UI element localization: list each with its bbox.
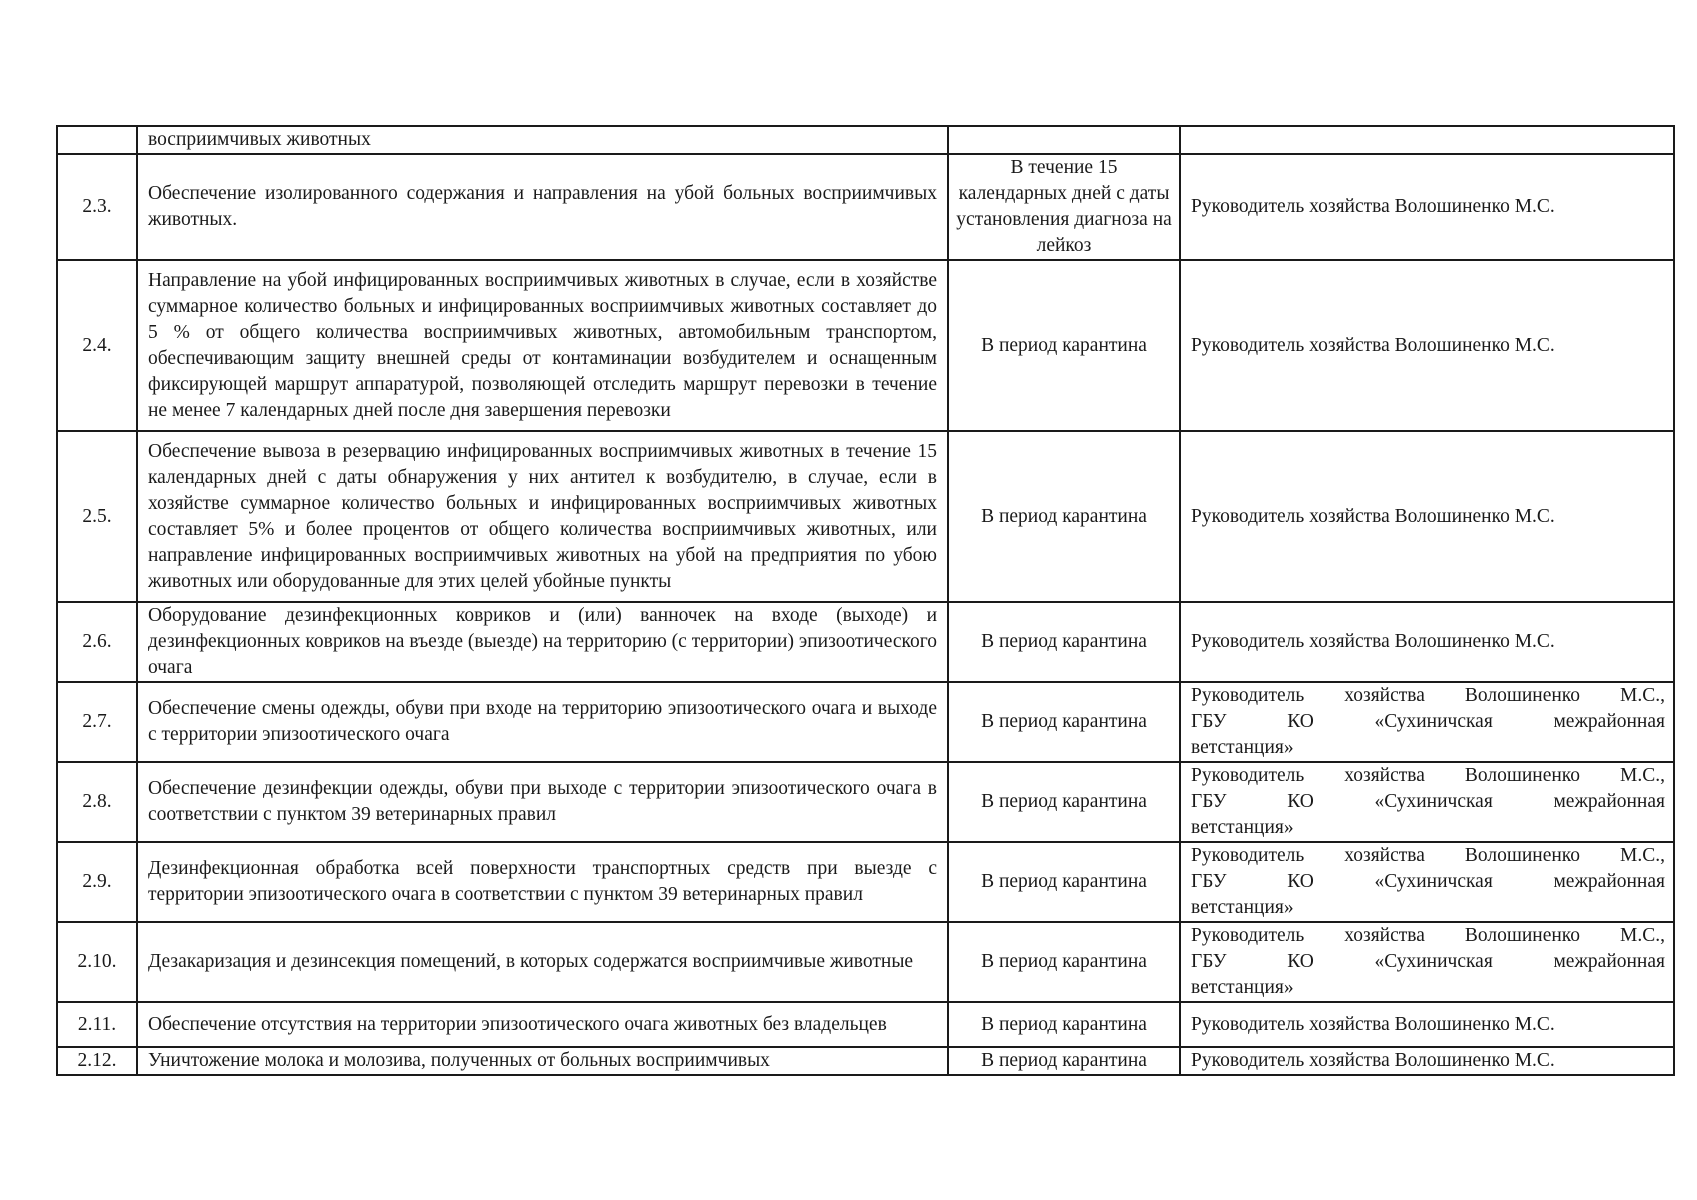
table-row (57, 762, 1674, 842)
measure-description: Дезинфекционная обработка всей поверхности транспортных средств при выезде с территории эпизоотического очага в соответствии с пунктом 39 ветеринарных правил (137, 842, 948, 922)
measure-term: В период карантина (948, 842, 1180, 922)
table-row (57, 260, 1674, 431)
measure-term (948, 126, 1180, 154)
measure-term: В период карантина (948, 260, 1180, 431)
responsible-party (1180, 922, 1674, 1002)
measure-term: В период карантина (948, 682, 1180, 762)
table-row (57, 126, 1674, 154)
measure-description: Обеспечение отсутствия на территории эпизоотического очага животных без владельцев (137, 1002, 948, 1047)
responsible-party (1180, 842, 1674, 922)
responsible-line: Руководитель хозяйства Волошиненко М.С. (1191, 334, 1555, 356)
measure-term: В период карантина (948, 762, 1180, 842)
responsible-line: Руководитель хозяйства Волошиненко М.С., (1191, 685, 1665, 706)
responsible-line: Руководитель хозяйства Волошиненко М.С. (1191, 505, 1555, 527)
measure-description: Уничтожение молока и молозива, полученных от больных восприимчивых (137, 1047, 948, 1075)
row-number (57, 126, 137, 154)
measures-table-body (57, 126, 1674, 1075)
responsible-party (1180, 154, 1674, 260)
measure-description: Обеспечение изолированного содержания и направления на убой больных восприимчивых животных. (137, 154, 948, 260)
row-number: 2.5. (57, 431, 137, 602)
measure-description: Оборудование дезинфекционных ковриков и (или) ванночек на входе (выходе) и дезинфекционных ковриков на въезде (выезде) на территорию (с территории) эпизоотического очага (137, 602, 948, 682)
responsible-party (1180, 602, 1674, 682)
measure-term: В период карантина (948, 922, 1180, 1002)
responsible-line: ветстанция» (1191, 737, 1294, 758)
table-row (57, 1047, 1674, 1075)
row-number: 2.8. (57, 762, 137, 842)
row-number: 2.9. (57, 842, 137, 922)
responsible-party (1180, 1002, 1674, 1047)
responsible-line: ГБУ КО «Сухиничская межрайонная (1191, 871, 1665, 892)
responsible-line: ветстанция» (1191, 897, 1294, 918)
responsible-line: Руководитель хозяйства Волошиненко М.С. (1191, 1013, 1555, 1035)
row-number: 2.4. (57, 260, 137, 431)
measure-term: В период карантина (948, 1002, 1180, 1047)
responsible-party (1180, 126, 1674, 154)
row-number: 2.10. (57, 922, 137, 1002)
responsible-line: ветстанция» (1191, 817, 1294, 838)
table-row (57, 602, 1674, 682)
table-row (57, 431, 1674, 602)
table-row (57, 1002, 1674, 1047)
measure-description: Дезакаризация и дезинсекция помещений, в которых содержатся восприимчивые животные (137, 922, 948, 1002)
measure-description: Обеспечение вывоза в резервацию инфицированных восприимчивых животных в течение 15 календарных дней с даты обнаружения у них антител к возбудителю, в случае, если в хозяйстве суммарное количество больных и инфицированных восприимчивых животных составляет 5% и более процентов от общего количества восприимчивых животных, или направление инфицированных восприимчивых животных на убой на предприятия по убою животных или оборудованные для этих целей убойные пункты (137, 431, 948, 602)
responsible-line: ГБУ КО «Сухиничская межрайонная (1191, 951, 1665, 972)
responsible-line: ГБУ КО «Сухиничская межрайонная (1191, 791, 1665, 812)
responsible-line: Руководитель хозяйства Волошиненко М.С. (1191, 631, 1555, 652)
row-number: 2.12. (57, 1047, 137, 1075)
measures-table (56, 125, 1675, 1076)
responsible-line: ГБУ КО «Сухиничская межрайонная (1191, 711, 1665, 732)
table-row (57, 682, 1674, 762)
responsible-party (1180, 260, 1674, 431)
measure-term: В период карантина (948, 602, 1180, 682)
table-row (57, 154, 1674, 260)
responsible-line: Руководитель хозяйства Волошиненко М.С., (1191, 845, 1665, 866)
row-number: 2.6. (57, 602, 137, 682)
responsible-line: ветстанция» (1191, 977, 1294, 998)
measure-term: В период карантина (948, 431, 1180, 602)
responsible-party (1180, 762, 1674, 842)
responsible-party (1180, 682, 1674, 762)
responsible-line: Руководитель хозяйства Волошиненко М.С. (1191, 1050, 1555, 1071)
responsible-party (1180, 431, 1674, 602)
measure-description: Направление на убой инфицированных восприимчивых животных в случае, если в хозяйстве суммарное количество больных и инфицированных восприимчивых животных составляет до 5 % от общего количества восприимчивых животных, автомобильным транспортом, обеспечивающим защиту внешней среды от контаминации возбудителем и оснащенным фиксирующей маршрут аппаратурой, позволяющей отследить маршрут перевозки в течение не менее 7 календарных дней после дня завершения перевозки (137, 260, 948, 431)
measure-description: восприимчивых животных (137, 126, 948, 154)
measure-description: Обеспечение дезинфекции одежды, обуви при выходе с территории эпизоотического очага в соответствии с пунктом 39 ветеринарных правил (137, 762, 948, 842)
row-number: 2.3. (57, 154, 137, 260)
measure-term: В период карантина (948, 1047, 1180, 1075)
responsible-line: Руководитель хозяйства Волошиненко М.С., (1191, 925, 1665, 946)
responsible-line: Руководитель хозяйства Волошиненко М.С., (1191, 765, 1665, 786)
table-row (57, 842, 1674, 922)
row-number: 2.11. (57, 1002, 137, 1047)
responsible-line: Руководитель хозяйства Волошиненко М.С. (1191, 196, 1555, 217)
row-number: 2.7. (57, 682, 137, 762)
table-row (57, 922, 1674, 1002)
measure-description: Обеспечение смены одежды, обуви при входе на территорию эпизоотического очага и выходе с территории эпизоотического очага (137, 682, 948, 762)
measure-term: В течение 15 календарных дней с даты установления диагноза на лейкоз (948, 154, 1180, 260)
responsible-party (1180, 1047, 1674, 1075)
